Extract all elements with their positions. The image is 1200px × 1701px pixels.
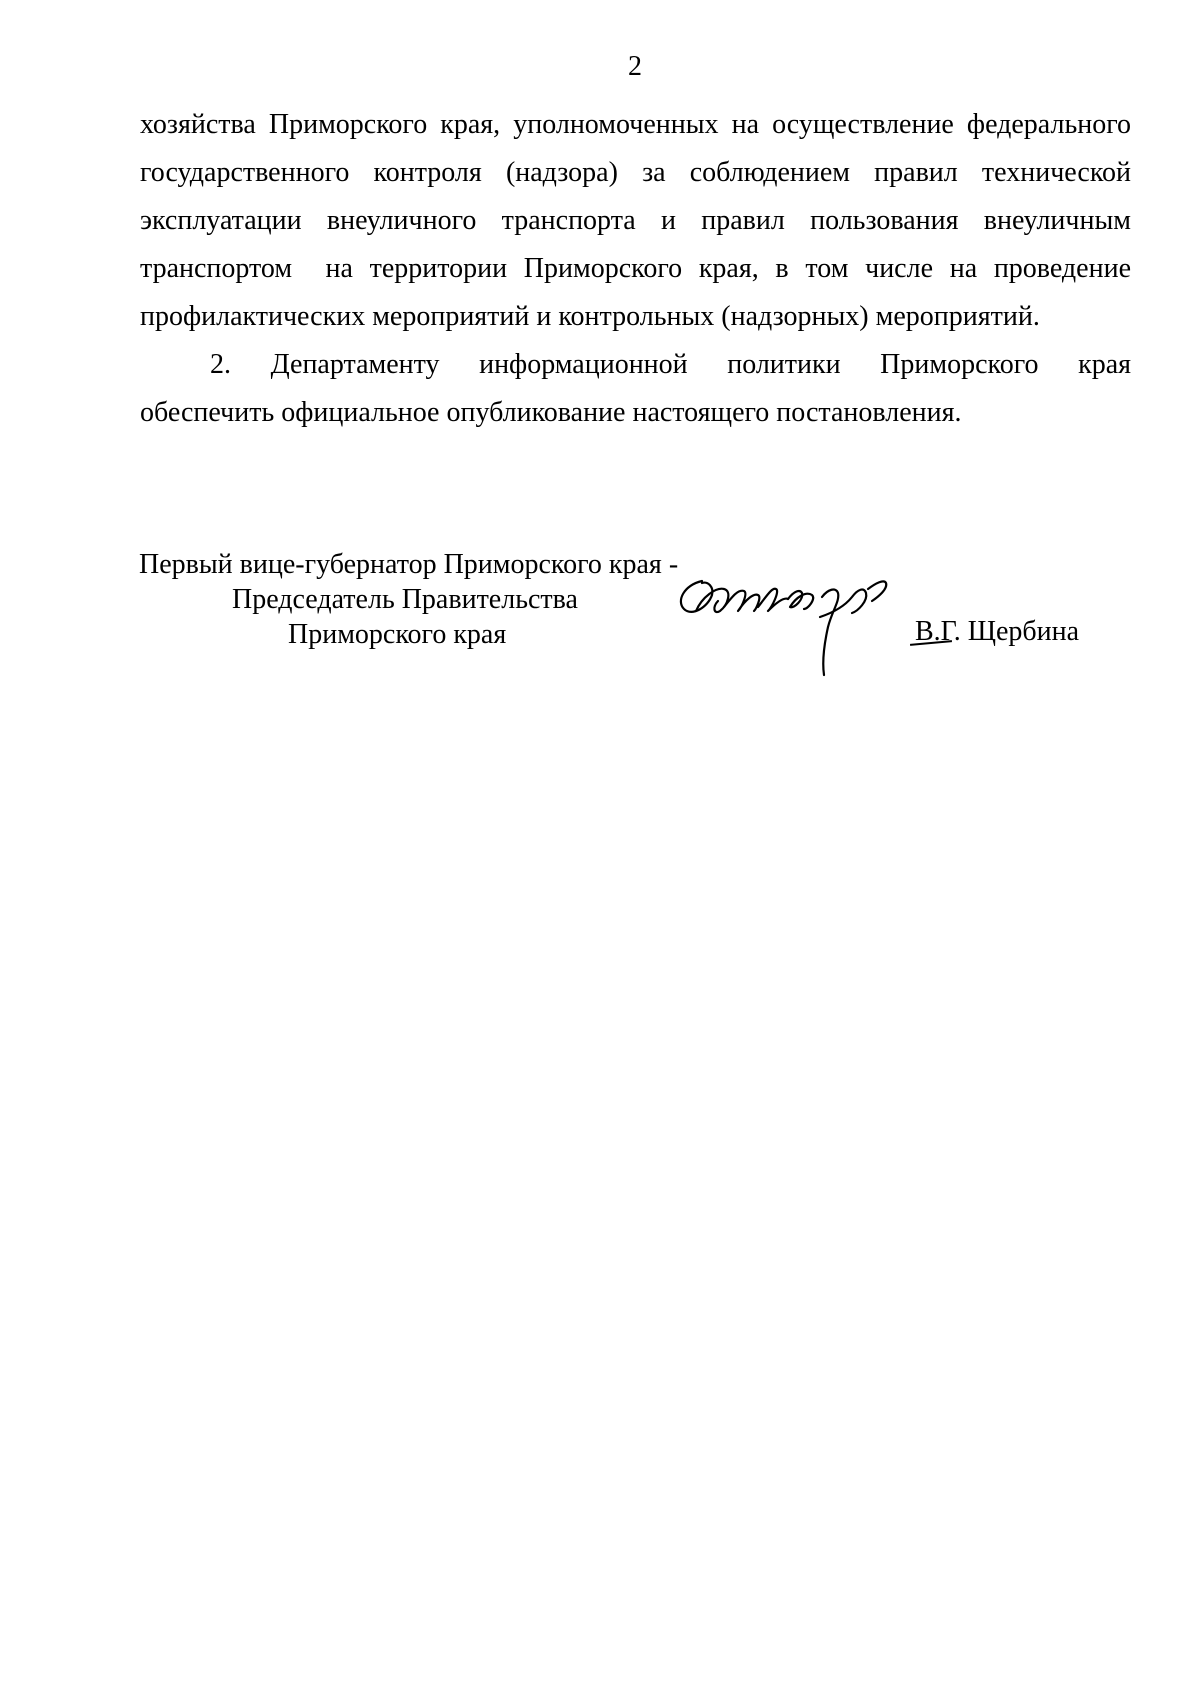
signatory-position — [139, 547, 678, 652]
signatory-position-line-2: Председатель Правительства — [232, 584, 578, 615]
handwritten-signature-icon — [672, 567, 912, 679]
paragraph-1-line-5: профилактических мероприятий и контрольных (надзорных) мероприятий. — [140, 301, 1040, 332]
signatory-name: В.Г. Щербина — [915, 616, 1080, 647]
paragraph-2-line-2: обеспечить официальное опубликование настоящего постановления. — [140, 397, 962, 428]
paragraph-1-line-2: государственного контроля (надзора) за соблюдением правил технической — [140, 157, 1131, 188]
document-body — [140, 101, 1131, 437]
paragraph-1-line-1: хозяйства Приморского края, уполномоченных на осуществление федерального — [140, 109, 1131, 140]
paragraph-1-line-3: эксплуатации внеуличного транспорта и правил пользования внеуличным — [140, 205, 1131, 236]
page-number: 2 — [628, 51, 642, 82]
signatory-position-line-1: Первый вице-губернатор Приморского края - — [139, 549, 679, 580]
signatory-position-line-3: Приморского края — [288, 619, 507, 650]
paragraph-1-line-4: транспортом на территории Приморского края, в том числе на проведение — [140, 253, 1131, 284]
paragraph-2-line-1: 2. Департаменту информационной политики Приморского края — [210, 349, 1131, 380]
